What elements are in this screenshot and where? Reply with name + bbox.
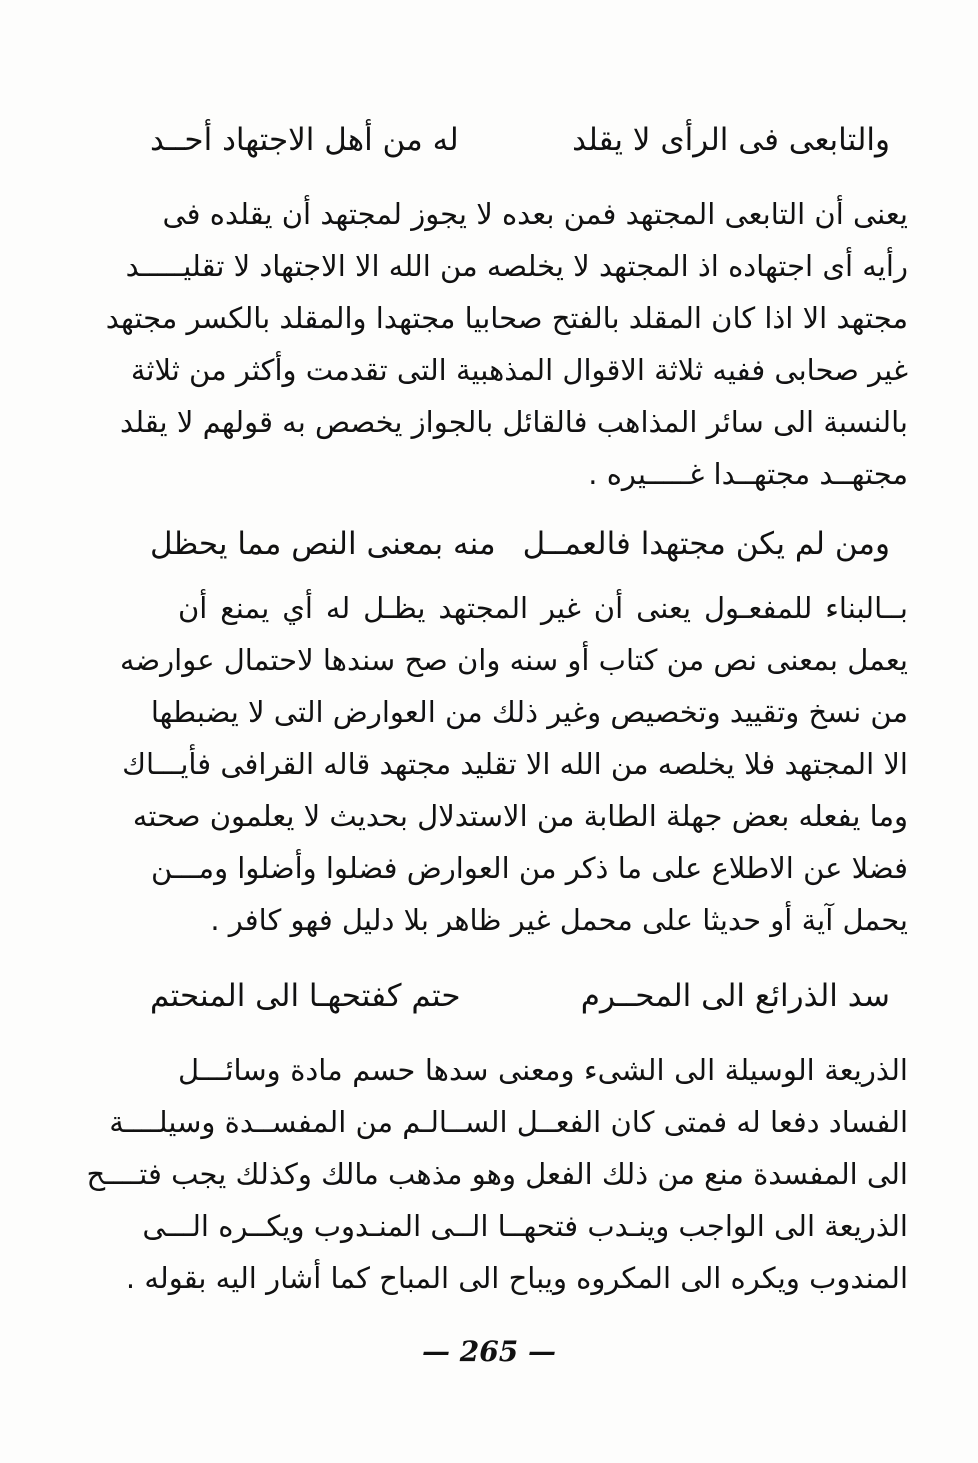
paragraph-line: رأيه أى اجتهاده اذ المجتهد لا يخلصه من الله الا الاجتهاد لا تقليـــــد bbox=[125, 249, 908, 283]
paragraph-line: يعنى أن التابعى المجتهد فمن بعده لا يجوز لمجتهد أن يقلده فى bbox=[162, 197, 908, 231]
paragraph-line: بالنسبة الى سائر المذاهب فالقائل بالجواز يخصص به قولهم لا يقلد bbox=[120, 405, 908, 439]
paragraph-line: الى المفسدة منع من ذلك الفعل وهو مذهب مالك وكذلك يجب فتــــح bbox=[86, 1157, 908, 1191]
paragraph-line: المندوب ويكره الى المكروه ويباح الى المباح كما أشار اليه بقوله . bbox=[125, 1261, 908, 1295]
verse-1-first-hemistich: والتابعى فى الرأى لا يقلد bbox=[572, 122, 890, 158]
paragraph-line: وما يفعله بعض جهلة الطابة من الاستدلال بحديث لا يعلمون صحته bbox=[132, 799, 908, 833]
commentary-paragraph-2 bbox=[119, 582, 908, 946]
verse-line-2 bbox=[150, 516, 890, 572]
verse-1-second-hemistich: له من أهل الاجتهاد أحــد bbox=[150, 122, 459, 158]
paragraph-line: الا المجتهد فلا يخلصه من الله الا تقليد مجتهد قاله القرافى فأيـــاك bbox=[122, 747, 908, 781]
paragraph-line: بــالبناء للمفعـول يعنى أن غير المجتهد يظـل له أي يمنع أن bbox=[178, 591, 908, 625]
verse-3-second-hemistich: حتم كفتحهـا الى المنحتم bbox=[150, 978, 461, 1014]
paragraph-line: يحمل آية أو حديثا على محمل غير ظاهر بلا دليل فهو كافر . bbox=[210, 903, 908, 937]
page-number: — 265 — bbox=[422, 1335, 556, 1368]
paragraph-line: الفساد دفعا له فمتى كان الفعــل الســالـم من المفســدة وسيلــــة bbox=[109, 1105, 908, 1139]
paragraph-line: مجتهد الا اذا كان المقلد بالفتح صحابيا مجتهدا والمقلد بالكسر مجتهد bbox=[105, 301, 908, 335]
paragraph-line: مجتهــد مجتهــدا غـــــيره . bbox=[588, 457, 908, 491]
paragraph-line: الذريعة الى الواجب وينـدب فتحهــا الــى المنـدوب ويكــره الـــى bbox=[142, 1209, 908, 1243]
verse-3-first-hemistich: سد الذرائع الى المحــرم bbox=[580, 978, 890, 1014]
commentary-paragraph-1 bbox=[105, 188, 908, 500]
paragraph-line: من نسخ وتقييد وتخصيص وغير ذلك من العوارض التى لا يضبطها bbox=[150, 695, 908, 729]
commentary-paragraph-3 bbox=[86, 1044, 908, 1304]
verse-2-second-hemistich: منه بمعنى النص مما يحظل bbox=[150, 526, 496, 562]
verse-line-1 bbox=[150, 112, 890, 168]
verse-line-3 bbox=[150, 968, 890, 1024]
paragraph-line: يعمل بمعنى نص من كتاب أو سنه وان صح سندها لاحتمال عوارضه bbox=[119, 643, 908, 677]
paragraph-line: فضلا عن الاطلاع على ما ذكر من العوارض فضلوا وأضلوا ومـــن bbox=[150, 851, 908, 885]
paragraph-line: الذريعة الوسيلة الى الشىء ومعنى سدها حسم مادة وسائـــل bbox=[178, 1053, 908, 1087]
verse-2-first-hemistich: ومن لم يكن مجتهدا فالعمــل bbox=[522, 526, 890, 562]
paragraph-line: غير صحابى ففيه ثلاثة الاقوال المذهبية التى تقدمت وأكثر من ثلاثة bbox=[130, 353, 908, 387]
